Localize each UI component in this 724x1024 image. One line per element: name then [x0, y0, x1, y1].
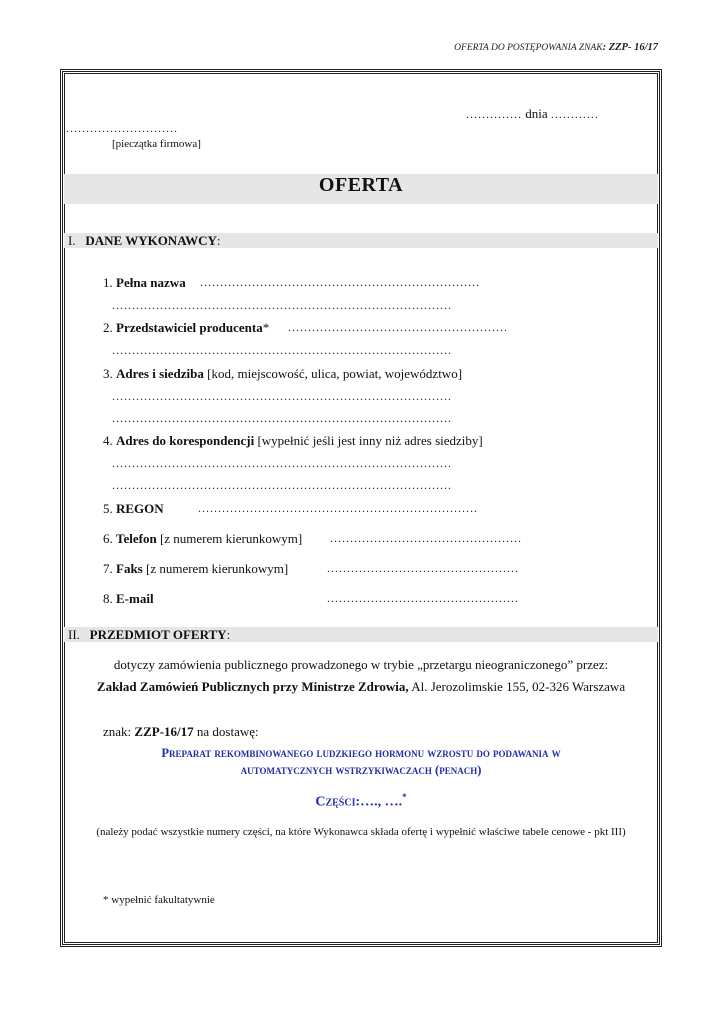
regon-input[interactable]: ...................................................................... [198, 501, 478, 515]
field-4-num: 4. [103, 433, 113, 448]
parts-note: (należy podać wszystkie numery części, na które Wykonawca składa ofertę i wypełnić właściwe tabele cenowe - pkt III) [96, 826, 626, 838]
field-6-text: Telefon [116, 531, 157, 546]
field-1-label [103, 275, 186, 291]
field-1-input-line2[interactable]: ..................................................................................... [112, 298, 452, 312]
email-input[interactable]: ................................................ [327, 591, 519, 605]
date-dnia-label: dnia [525, 106, 548, 121]
parts-mark: * [402, 792, 407, 802]
parts-line[interactable] [64, 792, 658, 811]
field-5-label [103, 501, 164, 517]
header-code: : ZZP- 16/17 [602, 42, 658, 53]
reference-rest: na dostawę: [193, 724, 259, 739]
field-1-text: Pełna nazwa [116, 275, 186, 290]
section2-heading [68, 627, 230, 643]
parts-text[interactable]: Części:…., …. [315, 794, 403, 810]
date-place-dots[interactable]: .............. [466, 107, 522, 121]
field-8-num: 8. [103, 591, 113, 606]
section1-num: I. [68, 233, 76, 248]
field-7-num: 7. [103, 561, 113, 576]
field-5-text: REGON [116, 501, 164, 516]
field-4-text: Adres do korespondencji [116, 433, 255, 448]
footnote: * wypełnić fakultatywnie [103, 894, 215, 906]
date-value-dots[interactable]: ............ [550, 107, 599, 121]
reference-code: ZZP-16/17 [134, 724, 194, 739]
field-8-label [103, 591, 154, 607]
field-2-label [103, 320, 269, 336]
document-header [454, 42, 658, 53]
stamp-dots[interactable]: ............................ [66, 121, 178, 135]
field-2-mark: * [262, 320, 270, 335]
field-7-hint: [z numerem kierunkowym] [145, 561, 289, 576]
field-3-input-line2[interactable]: ..................................................................................... [112, 411, 452, 425]
field-5-num: 5. [103, 501, 113, 516]
section2-title: PRZEDMIOT OFERTY [89, 627, 227, 642]
procurement-line: dotyczy zamówienia publicznego prowadzonego w trybie „przetargu nieograniczonego” przez: [113, 657, 609, 672]
field-6-label [103, 531, 302, 547]
field-7-text: Faks [116, 561, 143, 576]
field-3-num: 3. [103, 366, 113, 381]
field-4-label [103, 433, 483, 449]
product-line-1: Preparat rekombinowanego ludzkiego hormonu wzrostu do podawania w [161, 746, 561, 760]
fax-input[interactable]: ................................................ [327, 561, 519, 575]
field-3-text: Adres i siedziba [116, 366, 204, 381]
date-line [466, 106, 599, 122]
phone-input[interactable]: ................................................ [330, 531, 522, 545]
field-2-input[interactable]: ....................................................... [288, 320, 508, 334]
field-4-input-line2[interactable]: ..................................................................................... [112, 478, 452, 492]
field-8-text: E-mail [116, 591, 154, 606]
field-2-input-line2[interactable]: ..................................................................................... [112, 343, 452, 357]
field-3-hint: [kod, miejscowość, ulica, powiat, województwo] [207, 366, 463, 381]
field-6-num: 6. [103, 531, 113, 546]
reference-line [103, 724, 259, 740]
section1-colon: : [216, 233, 221, 248]
page-title: OFERTA [318, 174, 404, 196]
header-prefix: OFERTA DO POSTĘPOWANIA ZNAK [454, 43, 603, 53]
section2-num: II. [68, 627, 80, 642]
field-1-num: 1. [103, 275, 113, 290]
field-3-label [103, 366, 462, 382]
section2-colon: : [226, 627, 231, 642]
field-7-label [103, 561, 288, 577]
section1-heading [68, 233, 221, 249]
reference-label: znak: [103, 724, 135, 739]
stamp-label: [pieczątka firmowa] [112, 138, 201, 150]
field-3-input[interactable]: ..................................................................................... [112, 389, 452, 403]
field-4-input[interactable]: ..................................................................................... [112, 456, 452, 470]
field-1-input[interactable]: ...................................................................... [200, 275, 480, 289]
organization-address: Al. Jerozolimskie 155, 02-326 Warszawa [408, 679, 626, 694]
section1-title: DANE WYKONAWCY [85, 233, 217, 248]
product-line-2: automatycznych wstrzykiwaczach (penach) [240, 763, 482, 777]
field-2-text: Przedstawiciel producenta [116, 320, 263, 335]
field-2-num: 2. [103, 320, 113, 335]
organization-line [64, 679, 658, 695]
organization-name: Zakład Zamówień Publicznych przy Ministrze Zdrowia, [96, 679, 409, 694]
field-6-hint: [z numerem kierunkowym] [159, 531, 303, 546]
field-4-hint: [wypełnić jeśli jest inny niż adres siedziby] [257, 433, 483, 448]
